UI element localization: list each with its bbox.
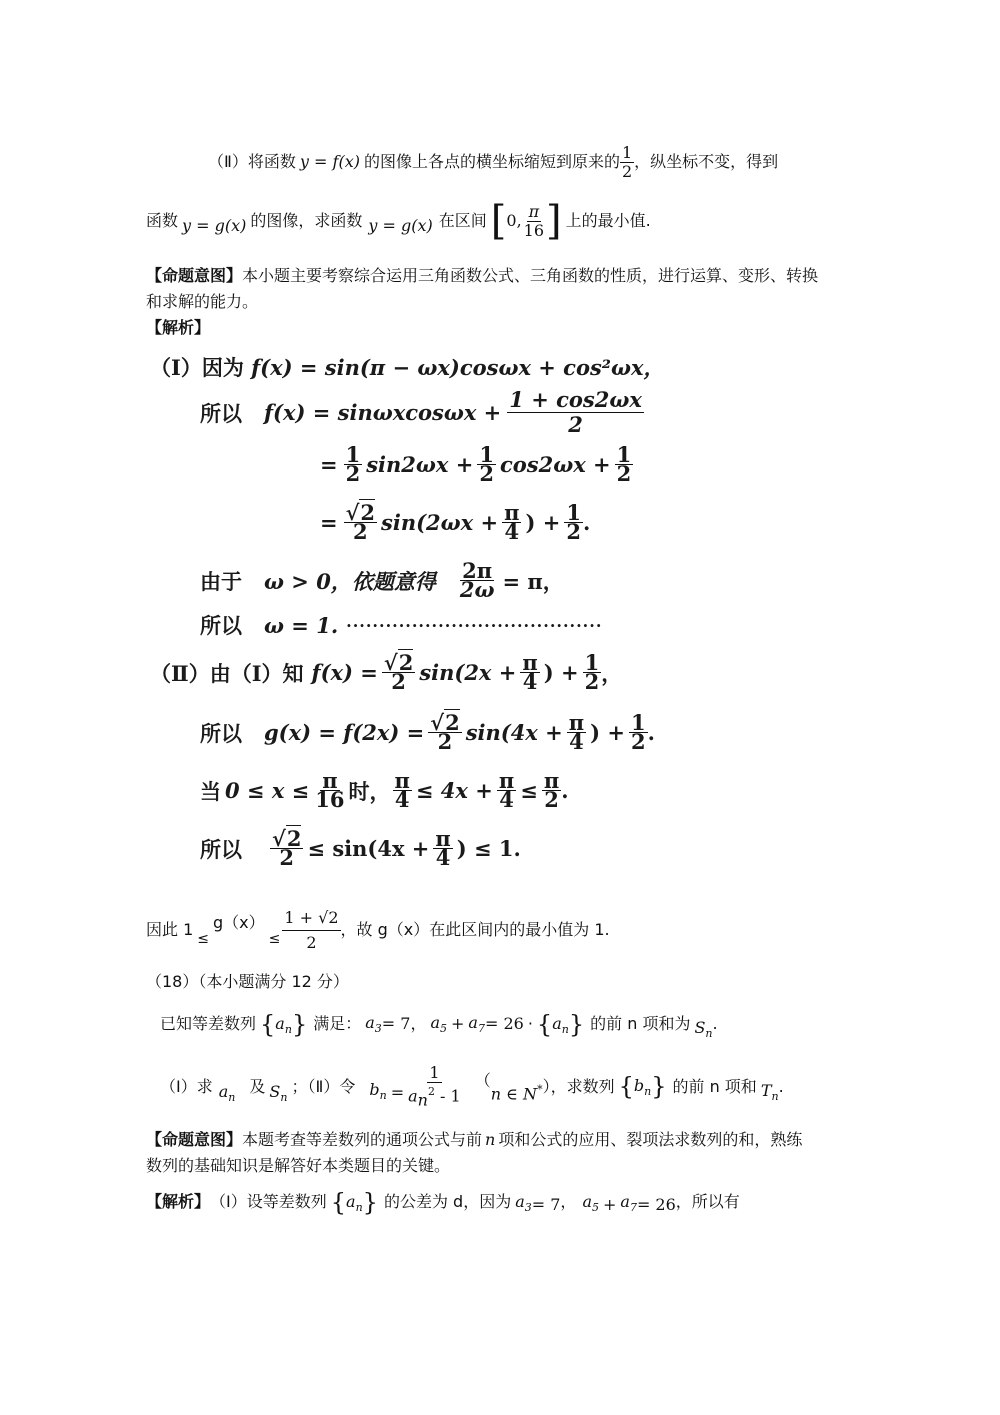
problem17-part2-line1 xyxy=(208,140,778,184)
sol17-line9: 当 0 ≤ x ≤ $\frac{\pi}{16}$ 时， $\frac{\pi}{4}$ ≤ 4x + $\frac{\pi}{4}$ ≤ $\frac{\pi}{2}$ . xyxy=(200,768,569,812)
intent17-line2: 和求解的能力。 xyxy=(146,292,259,311)
sol17-line2: 所以 f(x) = sinωxcosωx + $\frac{1 + \cos 2\omega x}{2}$ xyxy=(200,387,642,437)
intent-text: 本小题主要考察综合运用三角函数公式、三角函数的性质，进行运算、变形、转换 xyxy=(242,266,819,285)
sol17-line10: 所以 $\frac{√2}{2}$ ≤ sin(4x + $\frac{\pi}{4}$ ) ≤ 1. xyxy=(200,826,521,870)
part-label: （Ⅱ） xyxy=(208,152,248,171)
text: 的图像上各点的横坐标缩短到原来的 xyxy=(363,152,620,171)
problem18-header: （18）（本小题满分 12 分） xyxy=(146,972,349,991)
interval: [ 0, $\frac{\pi}{16}$ ] xyxy=(490,198,562,244)
expr-y-gx-2: y = g(x) xyxy=(368,216,433,235)
text: 的图像，求函数 xyxy=(250,211,363,230)
conclusion17: 因此 1 ≤ g（x） ≤ $\frac{1 + √2}{2}$ ，故 g（x）在此区间内的最小值为 1. xyxy=(146,900,610,960)
sol17-line4: = $\frac{√2}{2}$ sin(2ωx + $\frac{\pi}{4}$ ) + $\frac{1}{2}$ . xyxy=(320,500,591,544)
solution17-label: 【解析】 xyxy=(146,318,211,337)
text: ，纵坐标不变，得到 xyxy=(634,152,779,171)
sol17-line1: （Ⅰ）因为 f(x) = sin(π − ωx)cosωx + cos²ωx， xyxy=(150,355,665,380)
sol17-line6: 所以 ω = 1. ······································· xyxy=(200,612,603,638)
problem18-line1: 已知等差数列 $\{a_n\}$ 满足： $a_3$ = 7 ， $a_5$ + $a_7$ = 26 · $\{a_n\}$ 的前 n 项和为 $S_n$ . xyxy=(160,1010,718,1041)
problem18-line2: （Ⅰ）求 $a_n$ 及 $S_n$ ；（Ⅱ）令 $b_n$ = $\frac{1}{a_n^2 - 1}$ （ n ∈ N* ），求数列 $\{b_n\}$ 的前 n 项和 $T_n$ . xyxy=(160,1063,784,1110)
intent18-line2: 数列的基础知识是解答好本类题目的关键。 xyxy=(146,1156,451,1175)
expr-y-fx: y = f(x) xyxy=(299,152,360,171)
sol17-line7: （Ⅱ）由（Ⅰ）知 f(x) = $\frac{√2}{2}$ sin(2x + $\frac{\pi}{4}$ ) + $\frac{1}{2}$ ， xyxy=(150,650,623,694)
sol17-line8: 所以 g(x) = f(2x) = $\frac{√2}{2}$ sin(4x + $\frac{\pi}{4}$ ) + $\frac{1}{2}$ . xyxy=(200,710,655,754)
text: 在区间 xyxy=(438,211,487,230)
sol17-line3: = $\frac{1}{2}$ sin2ωx + $\frac{1}{2}$ cos2ωx + $\frac{1}{2}$ xyxy=(320,442,632,486)
intent-label: 【命题意图】 xyxy=(146,266,243,285)
text: 函数 xyxy=(146,211,179,230)
fraction-half: $\frac{1}{2}$ xyxy=(621,142,633,181)
intent18-line1: 【命题意图】本题考查等差数列的通项公式与前 n 项和公式的应用、裂项法求数列的和，熟练 xyxy=(146,1130,803,1149)
solution18-line1: 【解析】 （Ⅰ）设等差数列 $\{a_n\}$ 的公差为 d，因为 $a_3$ = 7 ， $a_5$ + $a_7$ = 26 ，所以有 xyxy=(146,1188,740,1217)
problem17-part2-line2 xyxy=(146,196,651,246)
text: 上的最小值. xyxy=(565,211,651,230)
fraction-1-plus-sqrt2-over-2: $\frac{1 + √2}{2}$ xyxy=(284,907,339,952)
expr-y-gx: y = g(x) xyxy=(182,216,247,235)
sol17-line5: 由于 ω > 0，依题意得 $\frac{2\pi}{2\omega}$ = π， xyxy=(200,558,564,602)
intent17-line1 xyxy=(146,266,818,286)
text: 将函数 xyxy=(247,152,296,171)
